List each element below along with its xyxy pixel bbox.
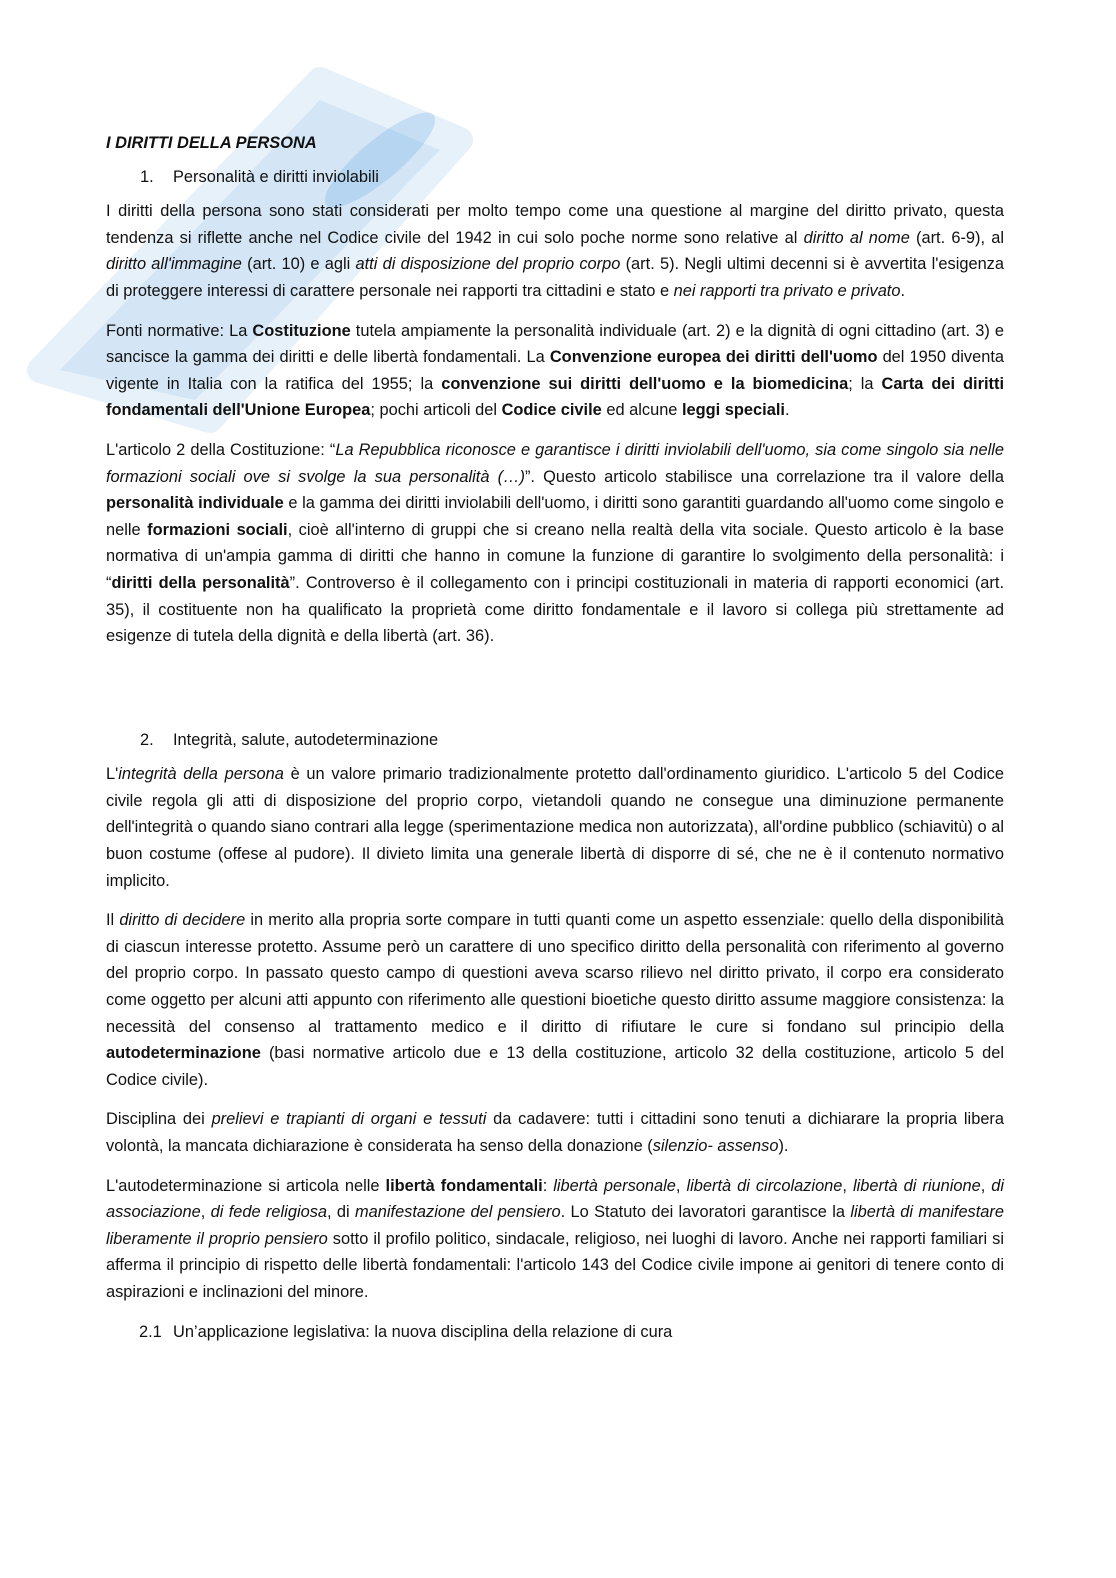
bold-text: formazioni sociali <box>147 520 288 539</box>
italic-text: manifestazione del pensiero <box>354 1203 561 1222</box>
italic-text: La Repubblica riconosce e garantisce i diritti inviolabili dell'uomo, sia come singolo sia nelle formazioni sociali ove si svolge la sua personalità (…) <box>106 440 1004 486</box>
bold-text: Costituzione <box>252 321 351 340</box>
section-2-1-number: 2.1 <box>139 1322 162 1341</box>
document-title: I DIRITTI DELLA PERSONA <box>106 134 317 152</box>
text-run: , <box>200 1203 211 1222</box>
text-run: tutela ampiamente la personalità individuale (art. 2) e la dignità di ogni cittadino (art. 3) e sancisce la gamma dei diritti e delle libertà fondamentali. La <box>106 321 1004 367</box>
text-run: , di <box>327 1203 355 1222</box>
italic-text: silenzio- assenso <box>652 1137 779 1155</box>
text-run: è un valore primario tradizionalmente protetto dall'ordinamento giuridico. L'articolo 5 del Codice civile regola gli atti di disposizione del proprio corpo, vietandoli quando ne consegue una diminuzione permanente dell'integrità o quando siano contrari alla legge (sperimentazione medica non autorizzata), all'ordine pubblico (schiavitù) o al buon costume (offese al pudore). Il divieto limita una generale libertà di disporre di sé, che ne è il contenuto normativo implicito. <box>106 765 1004 890</box>
italic-text: libertà personale <box>553 1176 676 1195</box>
text-run: . <box>900 281 906 300</box>
paragraph-5 <box>106 907 1004 1093</box>
text-run: , <box>980 1176 992 1195</box>
italic-text: diritto all'immagine <box>106 255 242 274</box>
italic-text: diritto di decidere <box>119 911 246 930</box>
text-run: . Lo Statuto dei lavoratori garantisce la <box>560 1203 851 1222</box>
section-spacer <box>106 663 1004 727</box>
text-run: (basi normative articolo due e 13 della costituzione, articolo 32 della costituzione, articolo 5 del Codice civile). <box>106 1044 1004 1089</box>
text-run: sotto il profilo politico, sindacale, religioso, nei luoghi di lavoro. Anche nei rapporti familiari si afferma il principio di rispetto delle libertà fondamentali: l'articolo 143 del Codice civile impone ai genitori di tenere conto di aspirazioni e inclinazioni del minore. <box>106 1229 1004 1301</box>
text-run: ; la <box>848 374 882 393</box>
text-run: L' <box>106 765 119 784</box>
section-2-1-title: Un’applicazione legislativa: la nuova disciplina della relazione di cura <box>173 1322 673 1341</box>
text-run: , <box>675 1176 687 1195</box>
bold-text: leggi speciali <box>681 401 785 420</box>
text-run: . <box>784 401 790 420</box>
section-2-heading <box>106 727 1004 754</box>
italic-text: libertà di riunione <box>852 1176 981 1195</box>
section-2-title: Integrità, salute, autodeterminazione <box>173 730 439 749</box>
italic-text: di associazione <box>106 1176 1005 1222</box>
text-run: ”. Questo articolo stabilisce una correlazione tra il valore della <box>524 467 1005 486</box>
text-run: Fonti normative: La <box>106 321 253 340</box>
section-2-number: 2. <box>140 730 154 749</box>
text-run: e la gamma dei diritti inviolabili dell'uomo, i diritti sono garantiti guardando all'uomo come singolo e nelle <box>106 494 1005 539</box>
text-run: (art. 6-9), al <box>909 228 1004 247</box>
bold-text: Codice civile <box>501 401 602 420</box>
text-run: ; pochi articoli del <box>370 401 502 420</box>
text-run: (art. 5). Negli ultimi decenni si è avvertita l'esigenza di proteggere interessi di carattere personale nei rapporti tra cittadini e stato e <box>106 255 1004 300</box>
italic-text: libertà di circolazione <box>686 1176 843 1195</box>
italic-text: nei rapporti tra privato e privato <box>673 281 901 300</box>
text-run: Il <box>106 911 120 930</box>
paragraph-7 <box>106 1173 1004 1306</box>
text-run: L'articolo 2 della Costituzione: “ <box>106 440 336 459</box>
paragraph-3 <box>106 437 1004 650</box>
text-run: in merito alla propria sorte compare in tutti quanti come un aspetto essenziale: quello della disponibilità di ciascun interesse protetto. Assume però un carattere di uno specifico diritto della personalità con riferimento al governo del proprio corpo. In passato questo campo di questioni aveva scarso rilievo nel diritto privato, il corpo era considerato come oggetto per alcuni atti appunto con riferimento alle questioni bioetiche questo diritto assume maggiore consistenza: la necessità del consenso al trattamento medico e il diritto di rifiutare le cure si fondano sul principio della <box>106 911 1004 1036</box>
section-1-heading <box>106 164 1004 191</box>
text-run: : <box>542 1176 554 1195</box>
text-run: L'autodeterminazione si articola nelle <box>106 1176 386 1195</box>
italic-text: libertà di manifestare liberamente il proprio pensiero <box>106 1203 1004 1248</box>
italic-text: di fede religiosa <box>210 1203 328 1222</box>
paragraph-1 <box>106 198 1004 304</box>
paragraph-2 <box>106 318 1004 424</box>
text-run: (art. 10) e agli <box>241 255 356 274</box>
section-2-1-heading <box>106 1319 1004 1346</box>
bold-text: Convenzione europea dei diritti dell'uomo <box>549 348 878 367</box>
italic-text: atti di disposizione del proprio corpo <box>355 255 621 274</box>
bold-text: libertà fondamentali <box>385 1176 543 1195</box>
text-run: Disciplina dei <box>106 1110 212 1129</box>
italic-text: diritto al nome <box>803 228 910 247</box>
text-run: ”. Controverso è il collegamento con i principi costituzionali in materia di rapporti economici (art. 35), il costituente non ha qualificato la proprietà come diritto fondamentale e il lavoro si collega più strettamente ad esigenze di tutela della dignità e della libertà (art. 36). <box>106 573 1004 646</box>
bold-text: convenzione sui diritti dell'uomo e la biomedicina <box>441 374 849 393</box>
section-1-number: 1. <box>140 167 154 186</box>
text-run: da cadavere: tutti i cittadini sono tenuti a dichiarare la propria libera volontà, la mancata dichiarazione è considerata ha senso della donazione ( <box>106 1110 1005 1155</box>
bold-text: personalità individuale <box>106 494 284 513</box>
bold-text: autodeterminazione <box>106 1044 261 1063</box>
section-1-title: Personalità e diritti inviolabili <box>173 167 379 186</box>
paragraph-4 <box>106 761 1004 894</box>
paragraph-6 <box>106 1106 1004 1159</box>
bold-text: Carta dei diritti fondamentali dell'Unione Europea <box>106 374 1005 420</box>
bold-text: diritti della personalità <box>111 573 290 592</box>
text-run: I diritti della persona sono stati considerati per molto tempo come una questione al margine del diritto privato, questa tendenza si riflette anche nel Codice civile del 1942 in cui solo poche norme sono relative al <box>106 202 1004 247</box>
italic-text: prelievi e trapianti di organi e tessuti <box>211 1110 487 1129</box>
text-run: , <box>842 1176 853 1195</box>
text-run: ed alcune <box>601 401 682 420</box>
text-run: ). <box>778 1137 789 1155</box>
text-run: , cioè all'interno di gruppi che si creano nella realtà della vita sociale. Questo articolo è la base normativa di un'ampia gamma di diritti che hanno in comune la funzione di garantire lo svolgimento della personalità: i “ <box>106 520 1004 592</box>
document-page <box>106 130 1004 1353</box>
text-run: del 1950 diventa vigente in Italia con la ratifica del 1955; la <box>106 348 1004 393</box>
italic-text: integrità della persona <box>118 765 284 784</box>
